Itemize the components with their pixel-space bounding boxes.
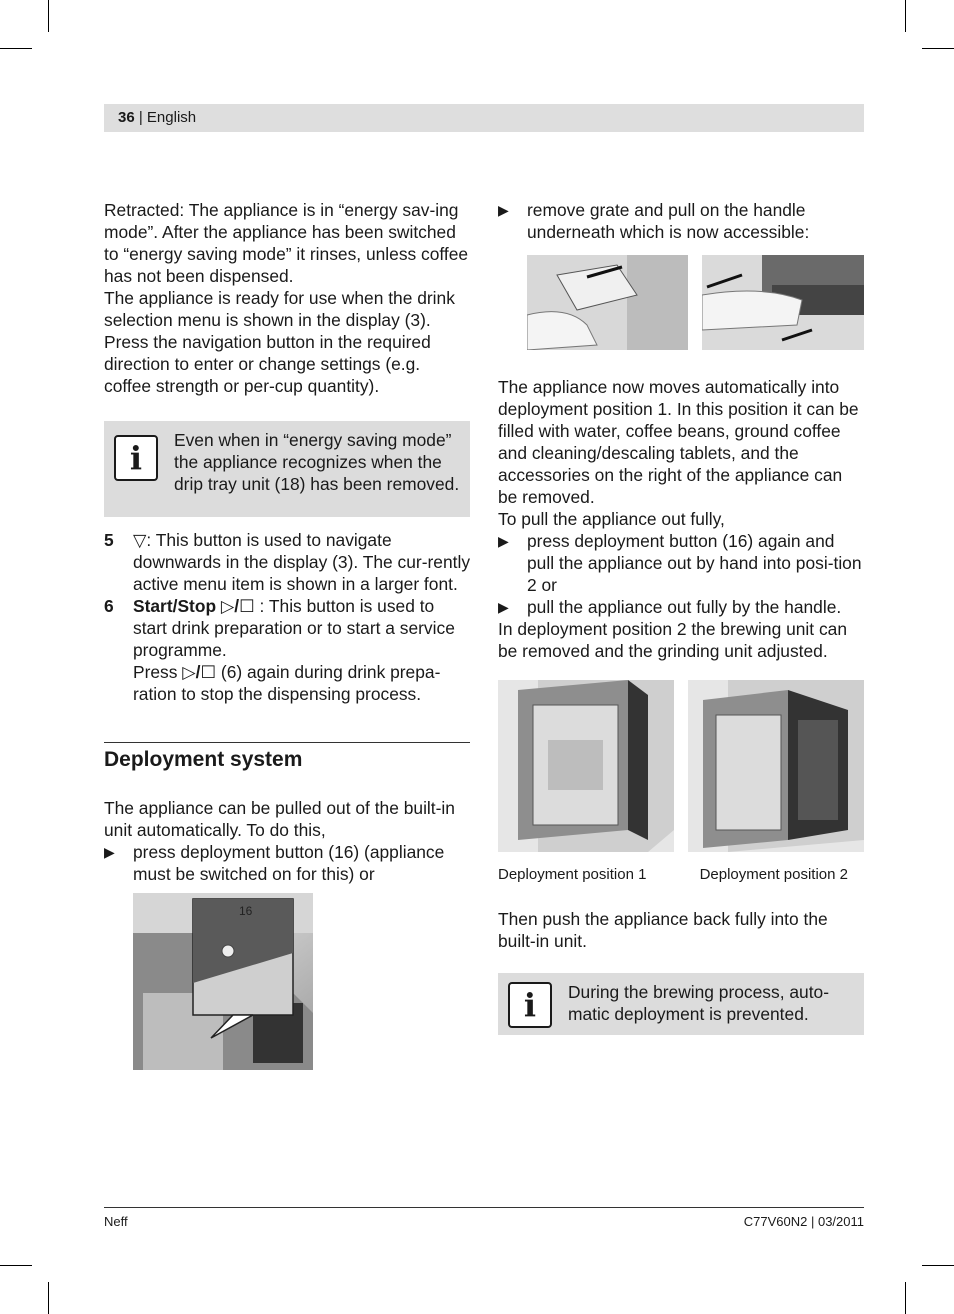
- caption-position-2: Deployment position 2: [699, 866, 848, 883]
- info-box-energy: [104, 421, 470, 517]
- footer-brand: Neff: [104, 1214, 128, 1229]
- info-icon: i: [114, 435, 158, 481]
- page-header: [104, 104, 864, 132]
- push-back-paragraph: Then push the appliance back fully into the built-in unit.: [498, 909, 828, 951]
- item-number: 6: [104, 596, 114, 616]
- left-column: [104, 199, 470, 1070]
- caption-row: [498, 864, 864, 886]
- grate-removal-illustration: [527, 255, 688, 350]
- bullet-position-2: [498, 530, 864, 596]
- item-text: : This button is used to start drink preparation or to start a service programme.: [133, 596, 455, 660]
- grate-illustrations: [527, 255, 864, 350]
- triangle-bullet-icon: ▶: [104, 844, 115, 860]
- bullet-text: press deployment button (16) again and pull the appliance out by hand into posi-tion 2 or: [527, 531, 862, 595]
- triangle-bullet-icon: ▶: [498, 533, 509, 549]
- handle-pull-illustration: [702, 255, 864, 350]
- bullet-text: press deployment button (16) (appliance must be switched on for this) or: [133, 842, 445, 884]
- deployment-illustrations: [498, 680, 864, 852]
- deploy1-paragraph: The appliance now moves automatically into deployment position 1. In this position it can be filled with water, coffee beans, ground coffee and cleaning/descaling tablets, and the accessories on the right of the appliance can be removed.: [498, 377, 859, 507]
- pull-fully-text: To pull the appliance out fully,: [498, 509, 725, 529]
- item-5: [104, 529, 470, 595]
- crop-mark: [0, 48, 32, 49]
- footer-divider: [104, 1207, 864, 1208]
- intro-paragraph: Retracted: The appliance is in “energy sav-ing mode”. After the appliance has been switched to “energy saving mode” it rinses, unless coffee has not been dispensed.: [104, 200, 469, 286]
- crop-mark: [48, 0, 49, 32]
- info-box-brewing: [498, 973, 864, 1035]
- crop-mark: [48, 1282, 49, 1314]
- info-icon: i: [508, 982, 552, 1028]
- item-6: [104, 595, 470, 705]
- bullet-handle: [498, 596, 864, 618]
- footer-model: C77V60N2 | 03/2011: [743, 1214, 864, 1229]
- deployment-button-illustration: [133, 893, 313, 1070]
- info-text: During the brewing process, auto-matic deployment is prevented.: [568, 982, 829, 1024]
- bullet-text: pull the appliance out fully by the handle.: [527, 597, 842, 617]
- crop-mark: [0, 1265, 32, 1266]
- section-title: Deployment system: [104, 742, 470, 773]
- pull-intro: The appliance can be pulled out of the built-in unit automatically. To do this,: [104, 798, 455, 840]
- down-triangle-icon: ▽: [133, 530, 147, 550]
- start-stop-label: Start/Stop ▷/☐: [133, 596, 255, 616]
- info-text: Even when in “energy saving mode” the appliance recognizes when the drip tray unit (18) has been removed.: [174, 430, 460, 494]
- item-text: : This button is used to navigate downwards in the display (3). The cur-rently active menu item is shown in a larger font.: [133, 530, 471, 594]
- item-text-2: (6) again during drink prepa-ration to stop the dispensing process.: [133, 662, 441, 704]
- deploy2-paragraph: In deployment position 2 the brewing unit can be removed and the grinding unit adjusted.: [498, 619, 848, 661]
- item-number: 5: [104, 530, 114, 550]
- crop-mark: [922, 1265, 954, 1266]
- start-stop-icon: ▷/☐: [182, 662, 217, 682]
- bullet-text: remove grate and pull on the handle underneath which is now accessible:: [527, 200, 810, 242]
- triangle-bullet-icon: ▶: [498, 202, 509, 218]
- triangle-bullet-icon: ▶: [498, 599, 509, 615]
- ready-paragraph: The appliance is ready for use when the drink selection menu is shown in the display (3). Press the navigation button in the required direction to enter or change settings (e.g. coffee strength or per-cup quantity).: [104, 288, 455, 396]
- page-language: | English: [138, 109, 197, 126]
- bullet-press-button: [104, 841, 470, 885]
- page-number: 36: [118, 109, 135, 126]
- deployment-position-1-illustration: [498, 680, 674, 852]
- crop-mark: [905, 0, 906, 32]
- deployment-position-2-illustration: [688, 680, 864, 852]
- caption-position-1: Deployment position 1: [498, 866, 647, 883]
- right-column: [498, 199, 864, 1035]
- callout-number: 16: [239, 904, 253, 918]
- crop-mark: [905, 1282, 906, 1314]
- crop-mark: [922, 48, 954, 49]
- press-text: Press: [133, 662, 178, 682]
- bullet-grate: [498, 199, 864, 243]
